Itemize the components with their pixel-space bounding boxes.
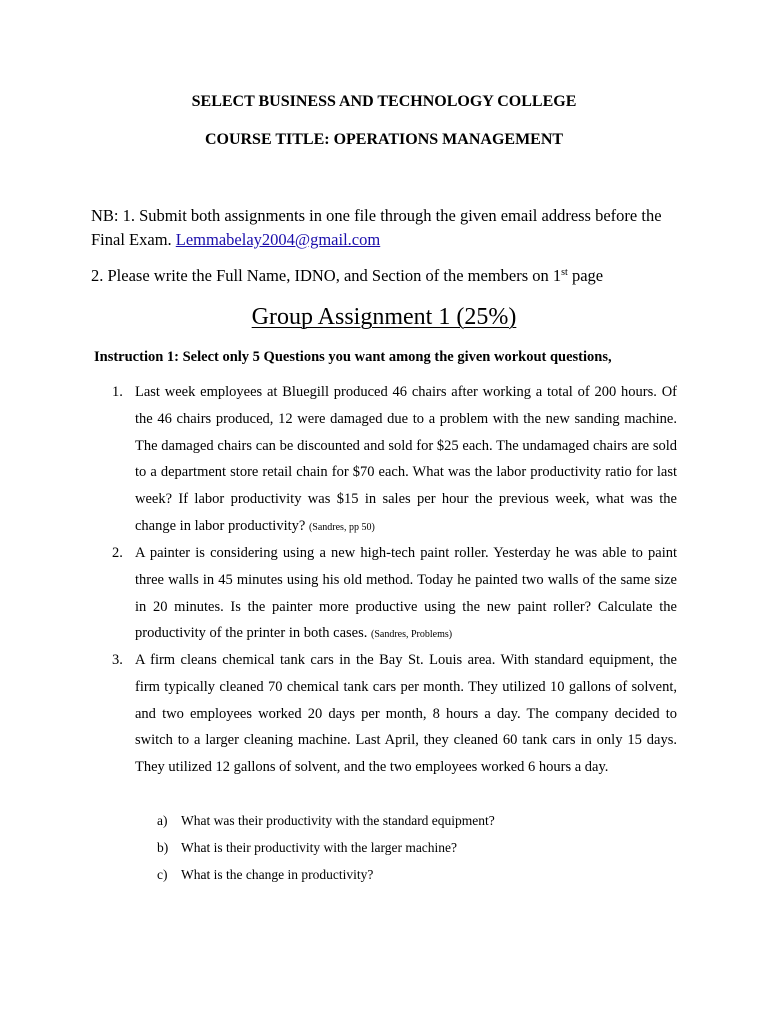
subquestion-label: c) — [157, 867, 168, 882]
superscript-st: st — [561, 267, 568, 278]
question-text: A painter is considering using a new high-tech paint roller. Yesterday he was able to paint three walls in 45 minutes using his old method. Today he painted two walls of the same size in 20 minutes. Is the painter more productive using the new paint roller? Calculate the productivity of the printer in both cases. — [135, 545, 677, 642]
assignment-title-text: Group Assignment 1 (25%) — [251, 304, 517, 330]
member-info-note-text: 2. Please write the Full Name, IDNO, and Section of the members on 1 — [91, 266, 562, 285]
subquestion-b — [157, 838, 458, 858]
subquestion-text: What is their productivity with the larger machine? — [181, 840, 458, 855]
question-2 — [112, 540, 677, 649]
question-number: 3. — [112, 652, 123, 668]
submission-note — [91, 204, 691, 252]
question-number: 2. — [112, 545, 123, 561]
question-3 — [112, 647, 677, 781]
assignment-title — [0, 301, 768, 333]
question-source: (Sandres, pp 50) — [308, 521, 375, 533]
submission-note-text: NB: 1. Submit both assignments in one file through the given email address before the Final Exam. — [91, 206, 662, 249]
question-text: Last week employees at Bluegill produced 46 chairs after working a total of 200 hours. Of the 46 chairs produced, 12 were damaged due to a problem with the new sanding machine. The damaged chairs can be discounted and sold for $25 each. The undamaged chairs are sold to a department store retail chain for $70 each. What was the labor productivity ratio for last week? If labor productivity was $15 in sales per hour the previous week, what was the change in labor productivity? — [135, 384, 677, 534]
subquestion-a — [157, 811, 495, 831]
member-info-note — [91, 265, 603, 287]
question-number: 1. — [112, 384, 123, 400]
subquestion-c — [157, 865, 374, 885]
subquestion-text: What is the change in productivity? — [181, 867, 374, 882]
subquestion-label: b) — [157, 840, 169, 855]
question-text: A firm cleans chemical tank cars in the Bay St. Louis area. With standard equipment, the firm typically cleaned 70 chemical tank cars per month. They utilized 10 gallons of solvent, and two employees worked 20 days per month, 8 hours a day. The company decided to switch to a larger cleaning machine. Last April, they cleaned 60 tank cars in only 15 days. They utilized 12 gallons of solvent, and the two employees worked 6 hours a day. — [135, 652, 677, 776]
email-link[interactable]: Lemmabelay2004@gmail.com — [175, 230, 381, 249]
subquestion-label: a) — [157, 813, 168, 828]
course-title: COURSE TITLE: OPERATIONS MANAGEMENT — [204, 131, 564, 148]
question-source: (Sandres, Problems) — [370, 629, 453, 641]
instruction-line: Instruction 1: Select only 5 Questions you want among the given workout questions, — [94, 349, 612, 365]
subquestion-text: What was their productivity with the standard equipment? — [181, 813, 495, 828]
member-info-note-tail: page — [567, 266, 604, 285]
question-1 — [112, 379, 677, 542]
college-name: SELECT BUSINESS AND TECHNOLOGY COLLEGE — [191, 93, 577, 110]
